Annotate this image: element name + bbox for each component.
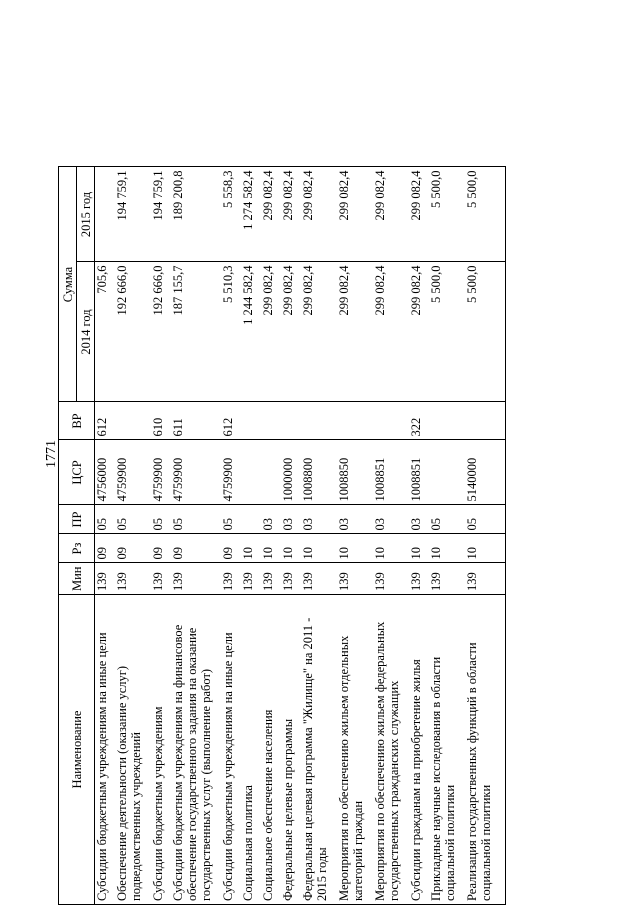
cell-csr: 4759900	[151, 440, 171, 505]
table-row	[301, 167, 337, 905]
table-row	[171, 167, 221, 905]
cell-2014: 299 082,4	[261, 262, 281, 402]
cell-2014: 705,6	[95, 262, 116, 402]
cell-vr	[429, 402, 465, 440]
cell-csr: 1000000	[281, 440, 301, 505]
table-row	[373, 167, 409, 905]
cell-2015: 189 200,8	[171, 167, 221, 262]
header-name: Наименование	[59, 595, 95, 905]
cell-min: 139	[171, 563, 221, 595]
table-row	[115, 167, 151, 905]
cell-2015	[95, 167, 116, 262]
table-row	[337, 167, 373, 905]
cell-name: Мероприятия по обеспечению жильем отдельных категорий граждан	[337, 595, 373, 905]
cell-2015: 299 082,4	[373, 167, 409, 262]
cell-2014: 192 666,0	[115, 262, 151, 402]
cell-vr: 610	[151, 402, 171, 440]
cell-min: 139	[301, 563, 337, 595]
cell-name: Социальная политика	[241, 595, 261, 905]
cell-min: 139	[221, 563, 241, 595]
cell-name: Федеральные целевые программы	[281, 595, 301, 905]
cell-name: Субсидии бюджетным учреждениям на иные цели	[95, 595, 116, 905]
cell-2014: 299 082,4	[281, 262, 301, 402]
cell-vr	[261, 402, 281, 440]
cell-2015: 299 082,4	[337, 167, 373, 262]
cell-name: Обеспечение деятельности (оказание услуг) подведомственных учреждений	[115, 595, 151, 905]
cell-pr: 03	[373, 505, 409, 534]
table-row	[465, 167, 505, 905]
cell-name: Федеральная целевая программа "Жилище" на 2011 - 2015 годы	[301, 595, 337, 905]
cell-2015: 299 082,4	[261, 167, 281, 262]
cell-rz: 09	[115, 534, 151, 563]
cell-name: Субсидии бюджетным учреждениям на иные цели	[221, 595, 241, 905]
header-sum: Сумма	[59, 167, 77, 402]
cell-2014: 299 082,4	[373, 262, 409, 402]
header-min: Мин	[59, 563, 95, 595]
cell-vr	[373, 402, 409, 440]
cell-rz: 09	[171, 534, 221, 563]
cell-min: 139	[241, 563, 261, 595]
cell-2015: 299 082,4	[281, 167, 301, 262]
cell-csr: 1008800	[301, 440, 337, 505]
header-pr: ПР	[59, 505, 95, 534]
cell-pr: 03	[261, 505, 281, 534]
cell-pr: 05	[151, 505, 171, 534]
cell-2015: 1 274 582,4	[241, 167, 261, 262]
cell-2015: 194 759,1	[115, 167, 151, 262]
cell-rz: 10	[409, 534, 429, 563]
cell-pr: 05	[95, 505, 116, 534]
cell-vr	[301, 402, 337, 440]
cell-csr	[241, 440, 261, 505]
cell-min: 139	[409, 563, 429, 595]
cell-vr: 322	[409, 402, 429, 440]
header-2014: 2014 год	[77, 262, 95, 402]
table-row	[151, 167, 171, 905]
cell-2015: 194 759,1	[151, 167, 171, 262]
cell-2015: 5 500,0	[465, 167, 505, 262]
cell-2014: 5 510,3	[221, 262, 241, 402]
cell-min: 139	[95, 563, 116, 595]
cell-rz: 10	[241, 534, 261, 563]
header-2015: 2015 год	[77, 167, 95, 262]
cell-rz: 10	[429, 534, 465, 563]
cell-csr: 1008851	[373, 440, 409, 505]
cell-2015: 5 558,3	[221, 167, 241, 262]
cell-vr: 612	[221, 402, 241, 440]
cell-rz: 10	[261, 534, 281, 563]
cell-min: 139	[373, 563, 409, 595]
cell-csr: 5140000	[465, 440, 505, 505]
cell-csr	[261, 440, 281, 505]
cell-vr	[115, 402, 151, 440]
cell-rz: 09	[151, 534, 171, 563]
cell-2014: 187 155,7	[171, 262, 221, 402]
cell-rz: 10	[373, 534, 409, 563]
cell-min: 139	[465, 563, 505, 595]
cell-2014: 299 082,4	[409, 262, 429, 402]
cell-pr: 03	[337, 505, 373, 534]
cell-2014: 299 082,4	[337, 262, 373, 402]
cell-csr: 1008851	[409, 440, 429, 505]
cell-csr: 4756000	[95, 440, 116, 505]
cell-min: 139	[151, 563, 171, 595]
cell-pr: 05	[429, 505, 465, 534]
cell-rz: 10	[337, 534, 373, 563]
cell-2015: 5 500,0	[429, 167, 465, 262]
cell-2015: 299 082,4	[409, 167, 429, 262]
cell-rz: 09	[95, 534, 116, 563]
cell-vr: 611	[171, 402, 221, 440]
cell-vr	[281, 402, 301, 440]
cell-name: Субсидии бюджетным учреждениям	[151, 595, 171, 905]
cell-pr: 03	[301, 505, 337, 534]
cell-2014: 192 666,0	[151, 262, 171, 402]
cell-2014: 1 244 582,4	[241, 262, 261, 402]
cell-pr: 03	[281, 505, 301, 534]
table-row	[241, 167, 261, 905]
cell-min: 139	[115, 563, 151, 595]
cell-vr	[337, 402, 373, 440]
header-vr: ВР	[59, 402, 95, 440]
cell-rz: 10	[281, 534, 301, 563]
cell-csr: 4759900	[171, 440, 221, 505]
page-number: 1771	[44, 440, 59, 468]
table-row	[261, 167, 281, 905]
table-row	[281, 167, 301, 905]
cell-rz: 10	[465, 534, 505, 563]
cell-2014: 5 500,0	[465, 262, 505, 402]
cell-vr	[241, 402, 261, 440]
cell-csr: 4759900	[115, 440, 151, 505]
cell-name: Субсидии бюджетным учреждениям на финансовое обеспечение государственного задания на оказание государственных услуг (выполнение работ)	[171, 595, 221, 905]
cell-name: Реализация государственных функций в области социальной политики	[465, 595, 505, 905]
cell-csr: 1008850	[337, 440, 373, 505]
cell-2014: 5 500,0	[429, 262, 465, 402]
table-row	[429, 167, 465, 905]
cell-pr: 03	[409, 505, 429, 534]
cell-vr: 612	[95, 402, 116, 440]
cell-2014: 299 082,4	[301, 262, 337, 402]
cell-name: Социальное обеспечение населения	[261, 595, 281, 905]
cell-min: 139	[337, 563, 373, 595]
cell-csr	[429, 440, 465, 505]
cell-min: 139	[429, 563, 465, 595]
cell-2015: 299 082,4	[301, 167, 337, 262]
cell-name: Прикладные научные исследования в области социальной политики	[429, 595, 465, 905]
table-body	[95, 167, 506, 905]
cell-min: 139	[261, 563, 281, 595]
table-row	[221, 167, 241, 905]
cell-rz: 10	[301, 534, 337, 563]
cell-rz: 09	[221, 534, 241, 563]
header-rz: Рз	[59, 534, 95, 563]
table-row	[409, 167, 429, 905]
cell-csr: 4759900	[221, 440, 241, 505]
cell-pr: 05	[221, 505, 241, 534]
cell-pr: 05	[115, 505, 151, 534]
cell-min: 139	[281, 563, 301, 595]
cell-pr: 05	[465, 505, 505, 534]
header-csr: ЦСР	[59, 440, 95, 505]
table-row	[95, 167, 116, 905]
budget-table	[58, 167, 506, 905]
cell-pr: 05	[171, 505, 221, 534]
cell-pr	[241, 505, 261, 534]
cell-vr	[465, 402, 505, 440]
cell-name: Субсидии гражданам на приобретение жилья	[409, 595, 429, 905]
cell-name: Мероприятия по обеспечению жильем федеральных государственных гражданских служащих	[373, 595, 409, 905]
